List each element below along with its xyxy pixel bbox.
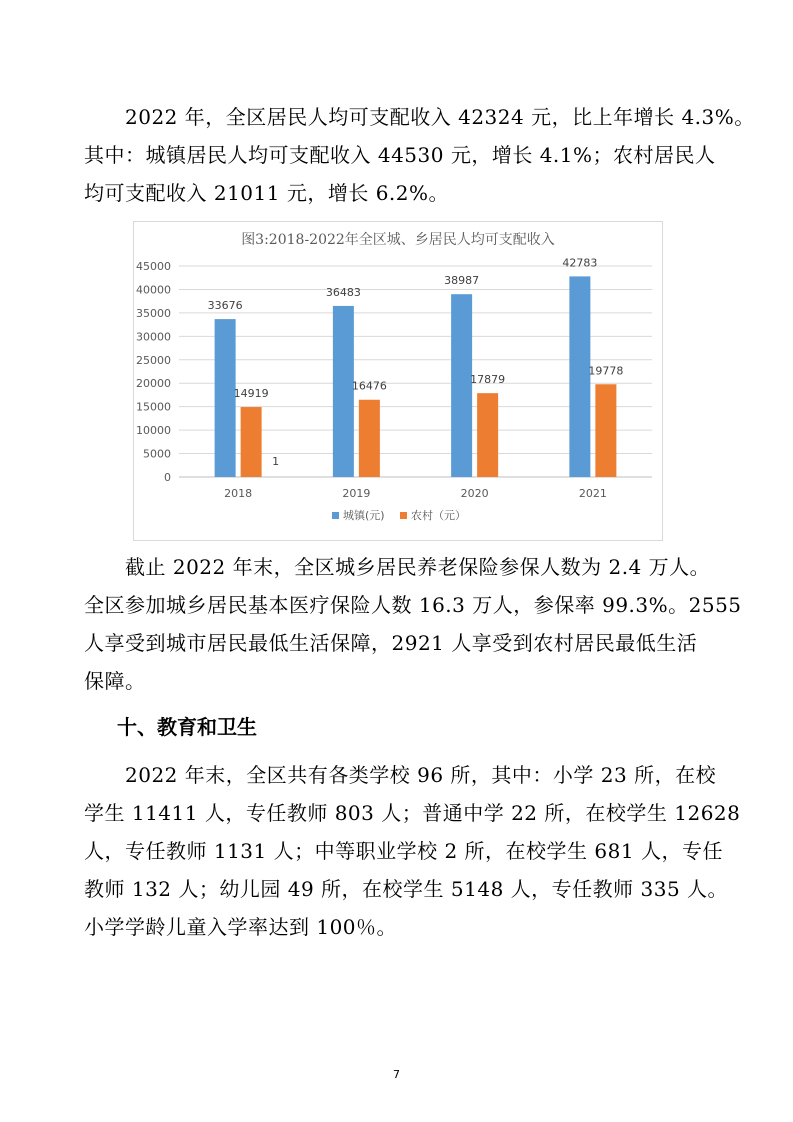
text-line: 2022 年，全区居民人均可支配收入 42324 元，比上年增长 4.3%。: [84, 105, 755, 129]
data-label: 16476: [351, 379, 387, 393]
y-tick-label: 5000: [143, 447, 171, 461]
data-label: 33676: [207, 299, 243, 313]
legend-swatch-urban: [332, 512, 339, 519]
text-line: 人，专任教师 1131 人；中等职业学校 2 所，在校学生 681 人，专任: [84, 839, 723, 863]
y-tick-label: 30000: [136, 330, 171, 344]
bar-urban: [569, 276, 590, 477]
text-line: 保障。: [84, 669, 146, 693]
text-line: 2022 年末，全区共有各类学校 96 所，其中：小学 23 所，在校: [84, 763, 717, 787]
y-tick-label: 35000: [136, 306, 171, 320]
bar-rural: [359, 400, 380, 477]
data-label: 38987: [444, 274, 480, 288]
x-tick-label: 2021: [578, 487, 607, 500]
data-label: 14919: [233, 387, 269, 401]
bar-rural: [477, 393, 498, 477]
y-tick-label: 25000: [136, 353, 171, 367]
data-label: 36483: [325, 285, 361, 299]
bar-urban: [215, 319, 236, 477]
section-heading: 十、教育和卫生: [117, 715, 257, 739]
page-number: 7: [393, 1068, 400, 1081]
y-tick-label: 45000: [136, 260, 171, 273]
legend-label-rural: 农村（元）: [411, 509, 466, 522]
data-label: 19778: [588, 364, 624, 378]
data-label: 1: [272, 455, 280, 468]
x-tick-label: 2018: [224, 487, 253, 500]
bar-rural: [241, 407, 262, 477]
data-label: 42783: [562, 256, 598, 270]
legend-label-urban: 城镇(元): [343, 509, 385, 522]
text-line: 均可支配收入 21011 元，增长 6.2%。: [84, 181, 450, 205]
legend-swatch-rural: [400, 512, 407, 519]
text-line: 人享受到城市居民最低生活保障，2921 人享受到农村居民最低生活: [84, 631, 698, 655]
y-tick-label: 40000: [136, 283, 171, 297]
paragraph-income: [84, 98, 755, 212]
y-tick-label: 20000: [136, 377, 171, 391]
income-chart: [133, 221, 663, 541]
bar-urban: [333, 306, 354, 477]
paragraph-insurance: [84, 548, 742, 700]
y-tick-label: 0: [164, 471, 171, 484]
paragraph-education: [84, 756, 741, 946]
y-tick-label: 15000: [136, 400, 171, 414]
bar-rural: [595, 384, 616, 477]
bar-urban: [451, 294, 472, 477]
text-line: 小学学龄儿童入学率达到 100％。: [84, 915, 398, 939]
x-tick-label: 2019: [342, 487, 371, 500]
text-line: 截止 2022 年末，全区城乡居民养老保险参保人数为 2.4 万人。: [84, 555, 711, 579]
x-tick-label: 2020: [460, 487, 489, 500]
chart-title: 图3:2018-2022年全区城、乡居民人均可支配收入: [241, 232, 555, 248]
text-line: 教师 132 人；幼儿园 49 所，在校学生 5148 人，专任教师 335 人。: [84, 877, 729, 901]
text-line: 学生 11411 人，专任教师 803 人；普通中学 22 所，在校学生 12628: [84, 801, 741, 825]
y-tick-label: 10000: [136, 424, 171, 438]
data-label: 17879: [470, 373, 506, 387]
text-line: 其中：城镇居民人均可支配收入 44530 元，增长 4.1%；农村居民人: [84, 143, 716, 167]
text-line: 全区参加城乡居民基本医疗保险人数 16.3 万人，参保率 99.3%。2555: [84, 593, 742, 617]
